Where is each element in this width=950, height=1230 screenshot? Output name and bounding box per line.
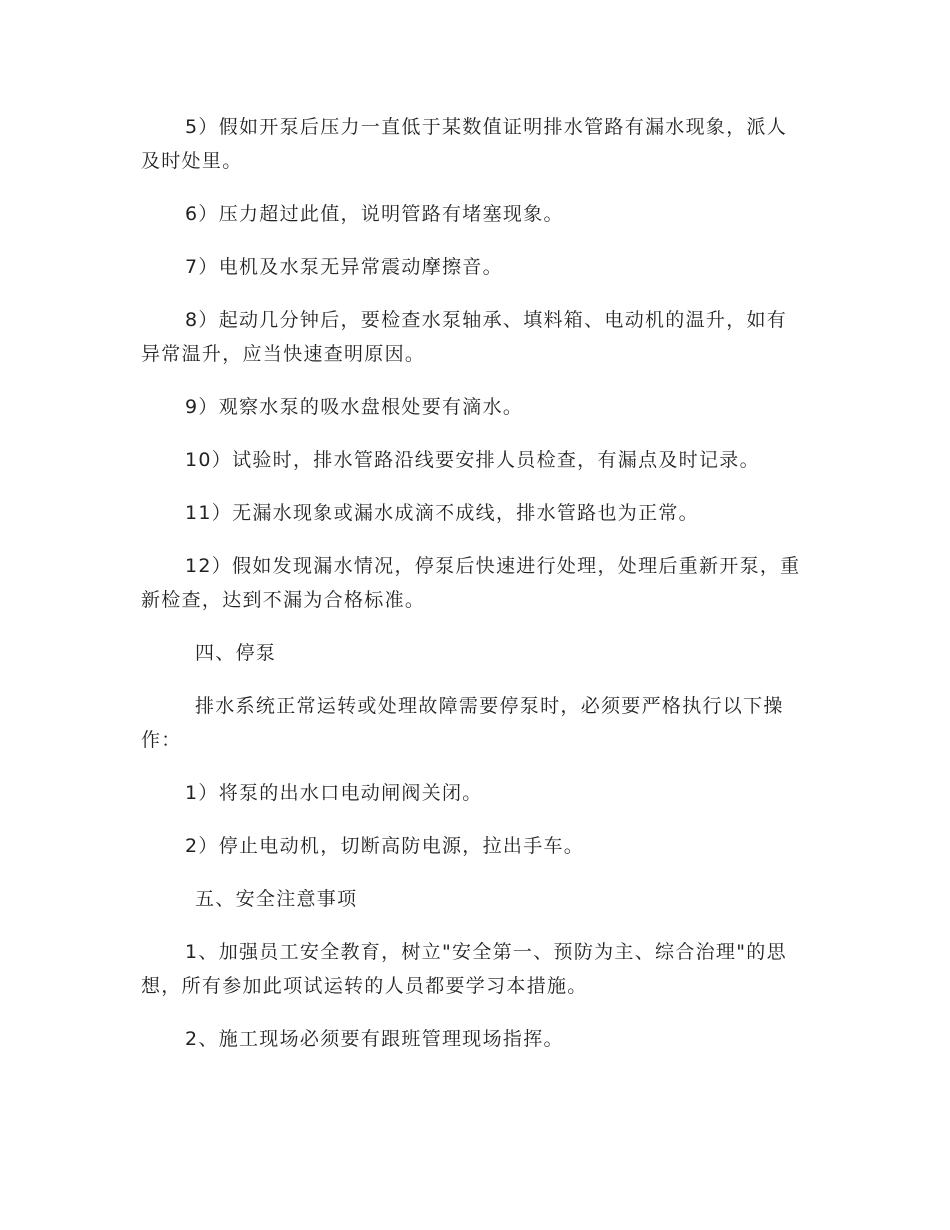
section-heading-safety: 五、安全注意事项: [195, 888, 358, 910]
document-body: [141, 110, 807, 1075]
paragraph-stop-step-2: 2）停止电动机，切断高防电源，拉出手车。: [185, 835, 585, 857]
section-heading-stop-pump: 四、停泵: [195, 642, 277, 664]
paragraph-item-8: 8）起动几分钟后，要检查水泵轴承、填料箱、电动机的温升，如有异常温升，应当快速查明原因。: [141, 309, 788, 365]
paragraph-item-6: 6）压力超过此值，说明管路有堵塞现象。: [185, 203, 564, 225]
paragraph-item-9: 9）观察水泵的吸水盘根处要有滴水。: [185, 396, 524, 418]
paragraph-item-10: 10）试验时，排水管路沿线要安排人员检查，有漏点及时记录。: [185, 449, 760, 471]
paragraph-item-12: 12）假如发现漏水情况，停泵后快速进行处理，处理后重新开泵，重新检查，达到不漏为合格标准。: [141, 555, 801, 611]
paragraph-item-5: 5）假如开泵后压力一直低于某数值证明排水管路有漏水现象，派人及时处里。: [141, 116, 788, 172]
paragraph-item-11: 11）无漏水现象或漏水成滴不成线，排水管路也为正常。: [185, 502, 699, 524]
paragraph-item-7: 7）电机及水泵无异常震动摩擦音。: [185, 256, 503, 278]
paragraph-safety-1: 1、加强员工安全教育，树立"安全第一、预防为主、综合治理"的思想，所有参加此项试运转的人员都要学习本措施。: [141, 941, 787, 997]
paragraph-stop-pump-intro: 排水系统正常运转或处理故障需要停泵时，必须要严格执行以下操作：: [141, 695, 784, 751]
paragraph-safety-2: 2、施工现场必须要有跟班管理现场指挥。: [185, 1028, 564, 1050]
paragraph-stop-step-1: 1）将泵的出水口电动闸阀关闭。: [185, 782, 483, 804]
